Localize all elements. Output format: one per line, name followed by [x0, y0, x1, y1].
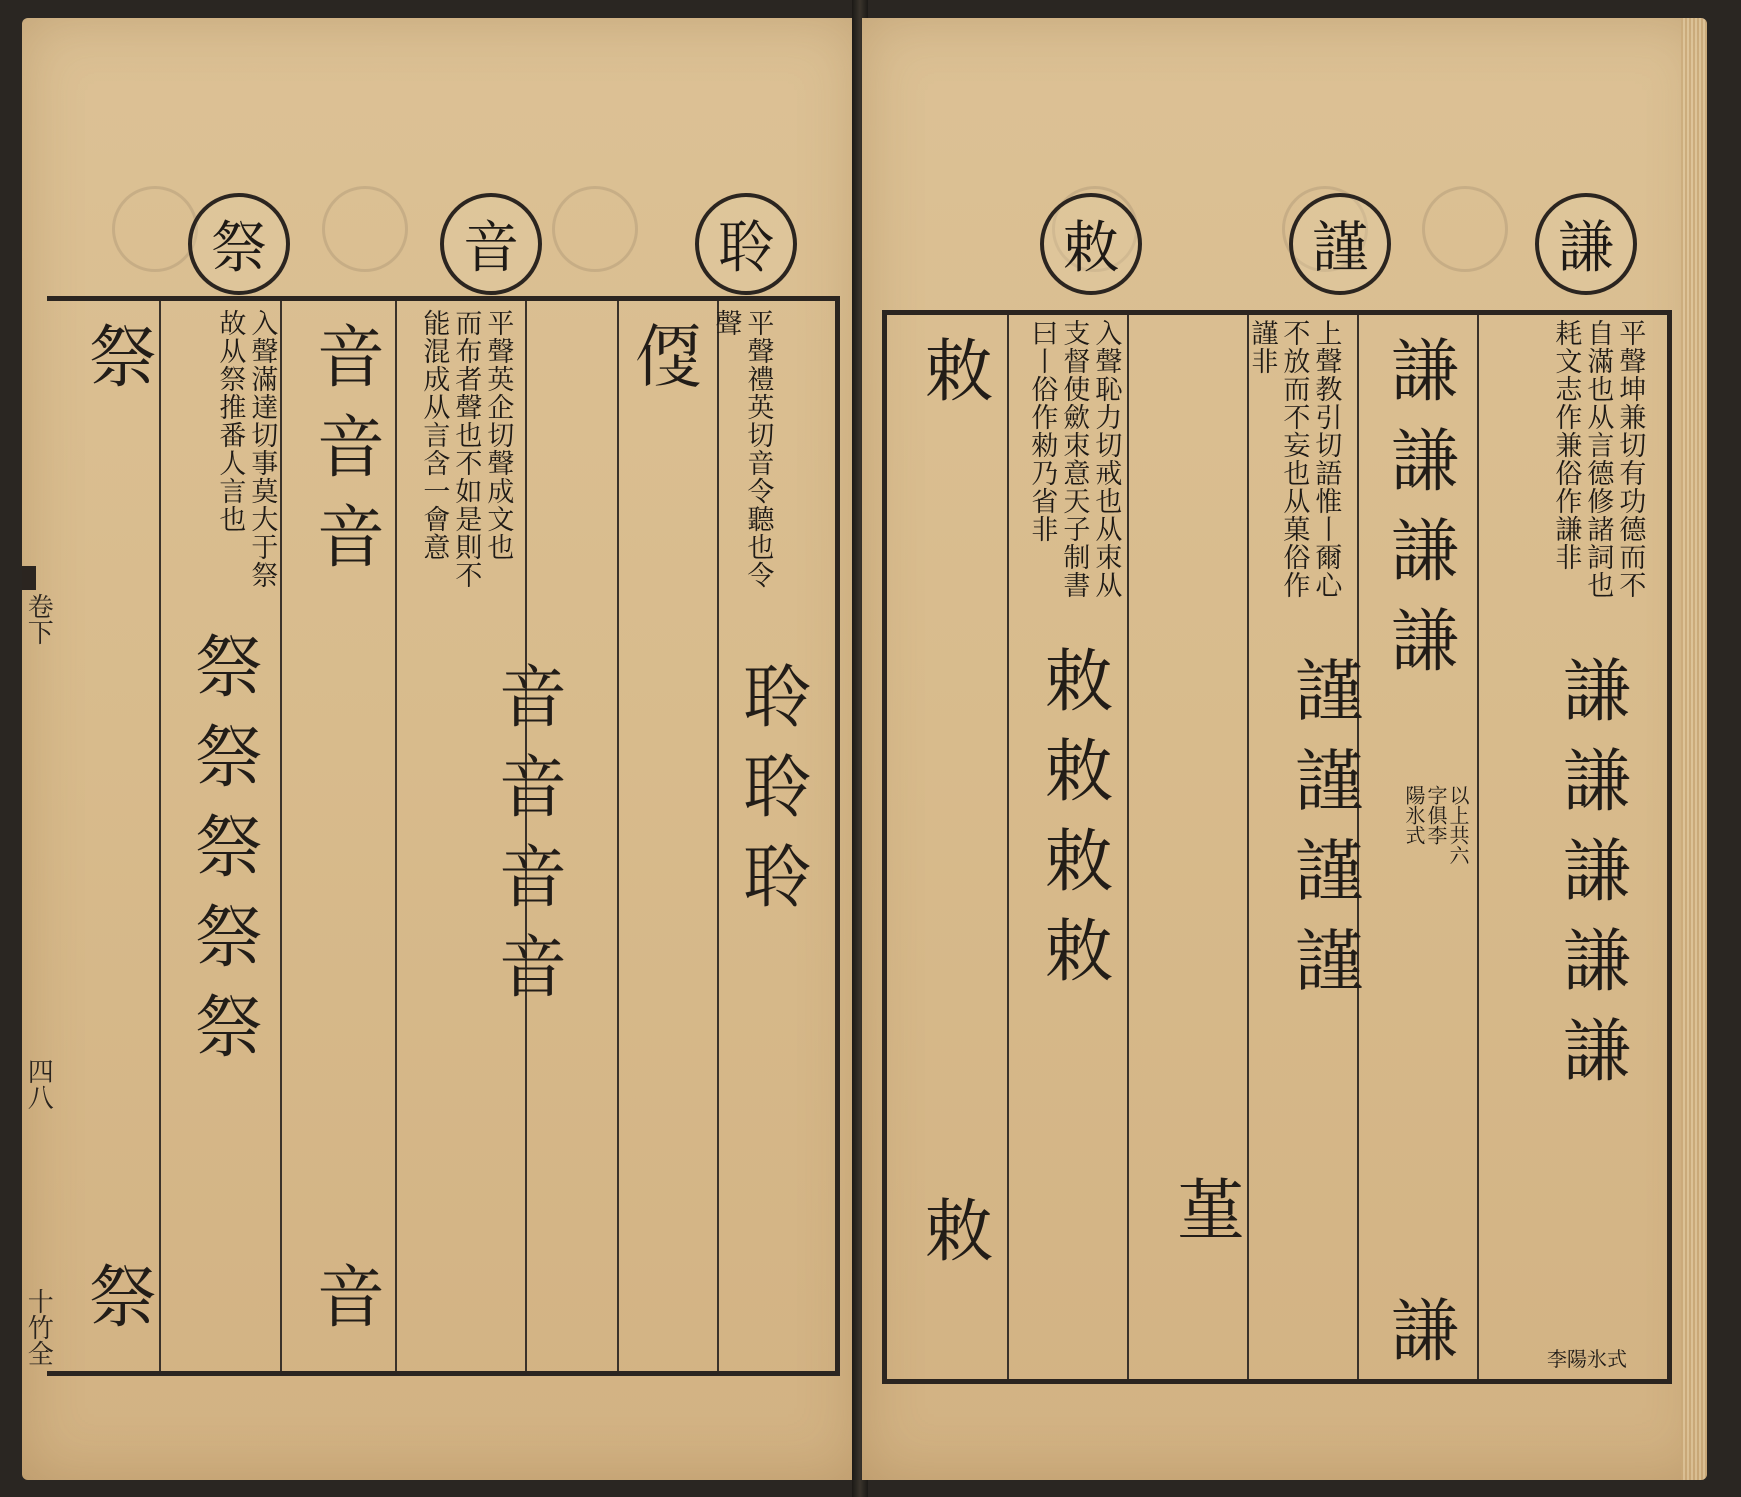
column-rule: [1477, 315, 1479, 1379]
seal-jin-bottom: 堇: [1165, 1175, 1245, 1265]
seal-jin-forms: 謹謹謹謹: [1283, 655, 1363, 1015]
margin-volume-label: 卷下: [23, 593, 54, 645]
note-ling-line1: 平聲禮英切音令聽也令: [742, 309, 774, 589]
heading-jin: 謹: [1289, 193, 1391, 295]
ghost-heading: [322, 186, 408, 272]
note-ling-line2: 聲: [710, 309, 742, 337]
seal-qian-top: 謙謙謙謙: [1379, 335, 1459, 695]
seal-chi-top: 敕: [913, 335, 993, 425]
heading-qian: 謙: [1535, 193, 1637, 295]
column-rule: [717, 301, 719, 1371]
note-chi-line3: 曰丨俗作勑乃省非: [1026, 319, 1058, 543]
ghost-heading: [112, 186, 198, 272]
seal-ji-bottom: 祭: [77, 1261, 157, 1351]
seal-ji-forms: 祭祭祭祭祭: [183, 631, 263, 1081]
column-rule: [617, 301, 619, 1371]
note-jin-line3: 謹非: [1246, 319, 1278, 375]
margin-footer-label: 十竹全: [23, 1288, 54, 1366]
attribution-line2: 字俱李: [1424, 785, 1448, 845]
note-chi-line1: 入聲恥力切戒也从朿从: [1090, 319, 1122, 599]
seal-chi-forms: 敕敕敕敕: [1033, 645, 1113, 1005]
note-yin-line3: 能混成从言含一會意: [418, 309, 450, 561]
note-ji-line2: 故从祭推番人言也: [214, 309, 246, 533]
seal-yin-forms: 音音音音: [487, 661, 567, 1021]
note-jin-line1: 上聲教引切語惟丨爾心: [1310, 319, 1342, 599]
note-qian-line1: 平聲坤兼切有功德而不: [1614, 319, 1646, 599]
column-rule: [1007, 315, 1009, 1379]
margin-page-number: 四八: [23, 1058, 54, 1110]
seal-yin-top: 音音音: [305, 321, 385, 591]
heading-ling: 聆: [695, 193, 797, 295]
column-rule: [1127, 315, 1129, 1379]
heading-ji: 祭: [188, 193, 290, 295]
ghost-heading: [552, 186, 638, 272]
right-page: [862, 18, 1707, 1480]
seal-ling-top: 𠊳: [625, 321, 705, 411]
column-rule: [159, 301, 161, 1371]
note-qian-line3: 耗文志作兼俗作謙非: [1550, 319, 1582, 571]
seal-chi-bottom: 敕: [913, 1195, 993, 1285]
note-ji-line1: 入聲滿達切事莫大于祭: [246, 309, 278, 589]
note-jin-line2: 不放而不妄也从菓俗作: [1278, 319, 1310, 599]
section-tab-mark: [22, 566, 36, 590]
heading-yin: 音: [440, 193, 542, 295]
ghost-heading: [1422, 186, 1508, 272]
left-text-frame: [47, 296, 840, 1376]
seal-ji-top: 祭: [77, 321, 157, 411]
column-rule: [280, 301, 282, 1371]
column-rule: [1247, 315, 1249, 1379]
seal-qian-forms: 謙謙謙謙謙: [1551, 655, 1631, 1105]
note-yin-line2: 而布者聲也不如是則不: [450, 309, 482, 589]
note-yin-line1: 平聲英企切聲成文也: [482, 309, 514, 561]
heading-chi: 敕: [1040, 193, 1142, 295]
seal-qian-bottom: 謙: [1379, 1295, 1459, 1385]
seal-yin-bottom: 音: [305, 1261, 385, 1351]
note-qian-line2: 自滿也从言德修諸詞也: [1582, 319, 1614, 599]
left-page: [22, 18, 860, 1480]
attribution-line3: 陽氷式: [1402, 785, 1426, 845]
attribution-line1: 以上共六: [1446, 785, 1470, 865]
seal-ling-forms: 聆聆聆: [731, 661, 811, 931]
note-chi-line2: 支督使歛朿意天子制書: [1058, 319, 1090, 599]
right-text-frame: [882, 310, 1672, 1384]
footer-attribution: 李陽氷式: [1547, 1347, 1627, 1371]
column-rule: [395, 301, 397, 1371]
